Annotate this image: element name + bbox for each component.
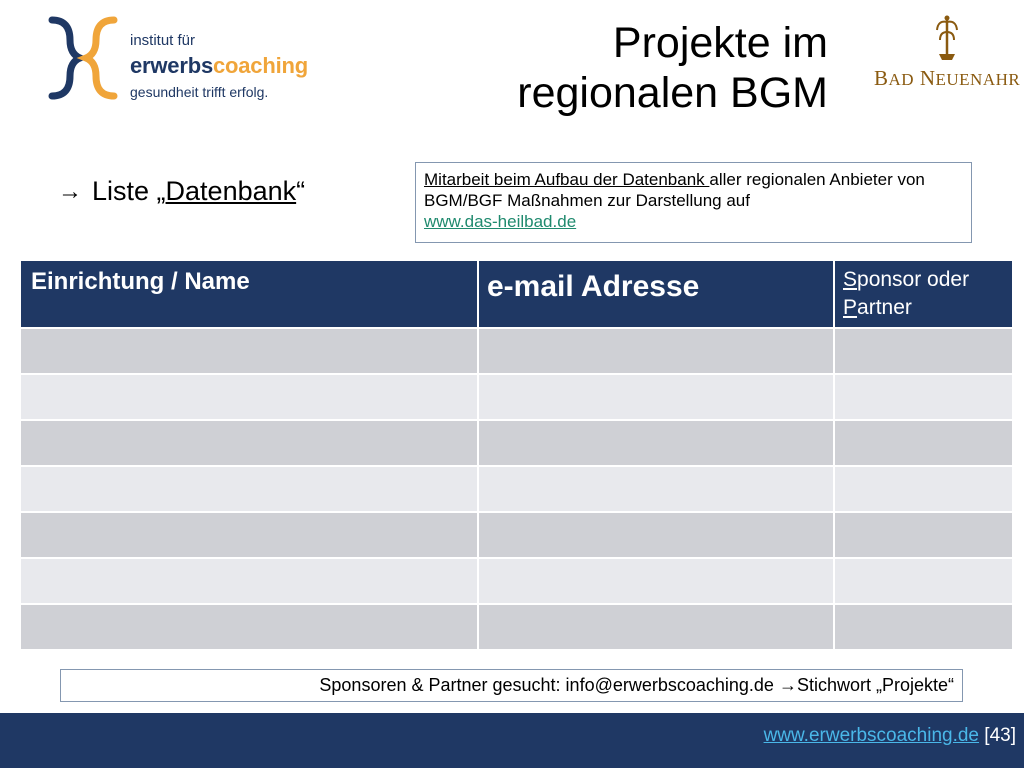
table-cell[interactable]: [20, 604, 478, 650]
table-cell[interactable]: [478, 558, 834, 604]
arrow-right-icon: →: [58, 177, 82, 205]
table-cell[interactable]: [834, 328, 1013, 374]
table-cell[interactable]: [20, 512, 478, 558]
table-cell[interactable]: [478, 420, 834, 466]
bad-neuenahr-logo: [872, 14, 1022, 90]
page-title: [517, 18, 828, 118]
braces-logo-icon: [46, 16, 126, 100]
table-cell[interactable]: [834, 512, 1013, 558]
bullet-suffix: “: [296, 176, 306, 206]
table-cell[interactable]: [834, 420, 1013, 466]
arrow-right-icon: →: [778, 675, 797, 695]
table-row: [20, 604, 1013, 650]
info-text: aller regionalen Anbieter von BGM/BGF Maßnahmen zur Darstellung auf: [424, 170, 925, 210]
footer-bar: [0, 713, 1024, 768]
bullet-liste-datenbank: [58, 176, 305, 207]
header-partner-rest: artner: [857, 296, 912, 319]
table-row: [20, 328, 1013, 374]
logo-tagline: gesundheit trifft erfolg.: [130, 84, 269, 100]
info-box: [415, 162, 972, 243]
header-sponsor-partner: [834, 260, 1013, 328]
erwerbscoaching-logo: [46, 16, 336, 100]
table-row: [20, 374, 1013, 420]
fountain-icon: [932, 14, 962, 62]
wordmark-ad: AD: [888, 70, 915, 89]
footer-page-number: [43]: [979, 725, 1016, 746]
table-cell[interactable]: [20, 466, 478, 512]
bullet-text: [92, 176, 305, 207]
table-cell[interactable]: [478, 512, 834, 558]
bad-neuenahr-wordmark: [874, 66, 1020, 91]
sponsor-text: Sponsoren & Partner gesucht: info@erwerbscoaching.de: [319, 675, 779, 695]
header-s-letter: S: [843, 268, 858, 291]
table-cell[interactable]: [478, 604, 834, 650]
wordmark-b: B: [874, 66, 889, 90]
logo-line-erwerbscoaching: [130, 53, 308, 79]
table-row: [20, 420, 1013, 466]
table-cell[interactable]: [20, 558, 478, 604]
table-cell[interactable]: [834, 374, 1013, 420]
table-row: [20, 466, 1013, 512]
table-cell[interactable]: [834, 466, 1013, 512]
datenbank-link[interactable]: Datenbank: [165, 176, 297, 206]
title-line-1: Projekte im: [612, 19, 828, 67]
logo-word-erwerbs: erwerbs: [130, 53, 213, 78]
title-line-2: regionalen BGM: [517, 69, 828, 117]
sponsor-stichwort: Stichwort „Projekte“: [796, 675, 954, 695]
info-underlined-text: Mitarbeit beim Aufbau der Datenbank: [424, 170, 710, 189]
projects-table: [19, 259, 1014, 651]
logo-line-institut: institut für: [130, 32, 196, 49]
table-cell[interactable]: [834, 558, 1013, 604]
table-cell[interactable]: [20, 374, 478, 420]
table-cell[interactable]: [478, 374, 834, 420]
footer-website-link[interactable]: www.erwerbscoaching.de: [763, 725, 980, 746]
table-cell[interactable]: [478, 328, 834, 374]
table-header-row: [20, 260, 1013, 328]
wordmark-n: N: [919, 66, 936, 90]
bullet-prefix: Liste „: [92, 176, 166, 206]
table-cell[interactable]: [20, 328, 478, 374]
wordmark-euenahr: EUENAHR: [935, 70, 1021, 89]
table-row: [20, 512, 1013, 558]
table-row: [20, 558, 1013, 604]
header-p-letter: P: [843, 296, 858, 319]
logo-word-coaching: coaching: [212, 53, 308, 78]
header-sponsor-rest: ponsor oder: [857, 268, 970, 291]
das-heilbad-link[interactable]: www.das-heilbad.de: [424, 212, 577, 231]
table-cell[interactable]: [20, 420, 478, 466]
table-cell[interactable]: [478, 466, 834, 512]
footer-line: [764, 725, 1016, 747]
sponsor-box: [60, 669, 963, 702]
table-cell[interactable]: [834, 604, 1013, 650]
header-einrichtung-name: Einrichtung / Name: [20, 260, 478, 328]
header-email-adresse: e-mail Adresse: [478, 260, 834, 328]
